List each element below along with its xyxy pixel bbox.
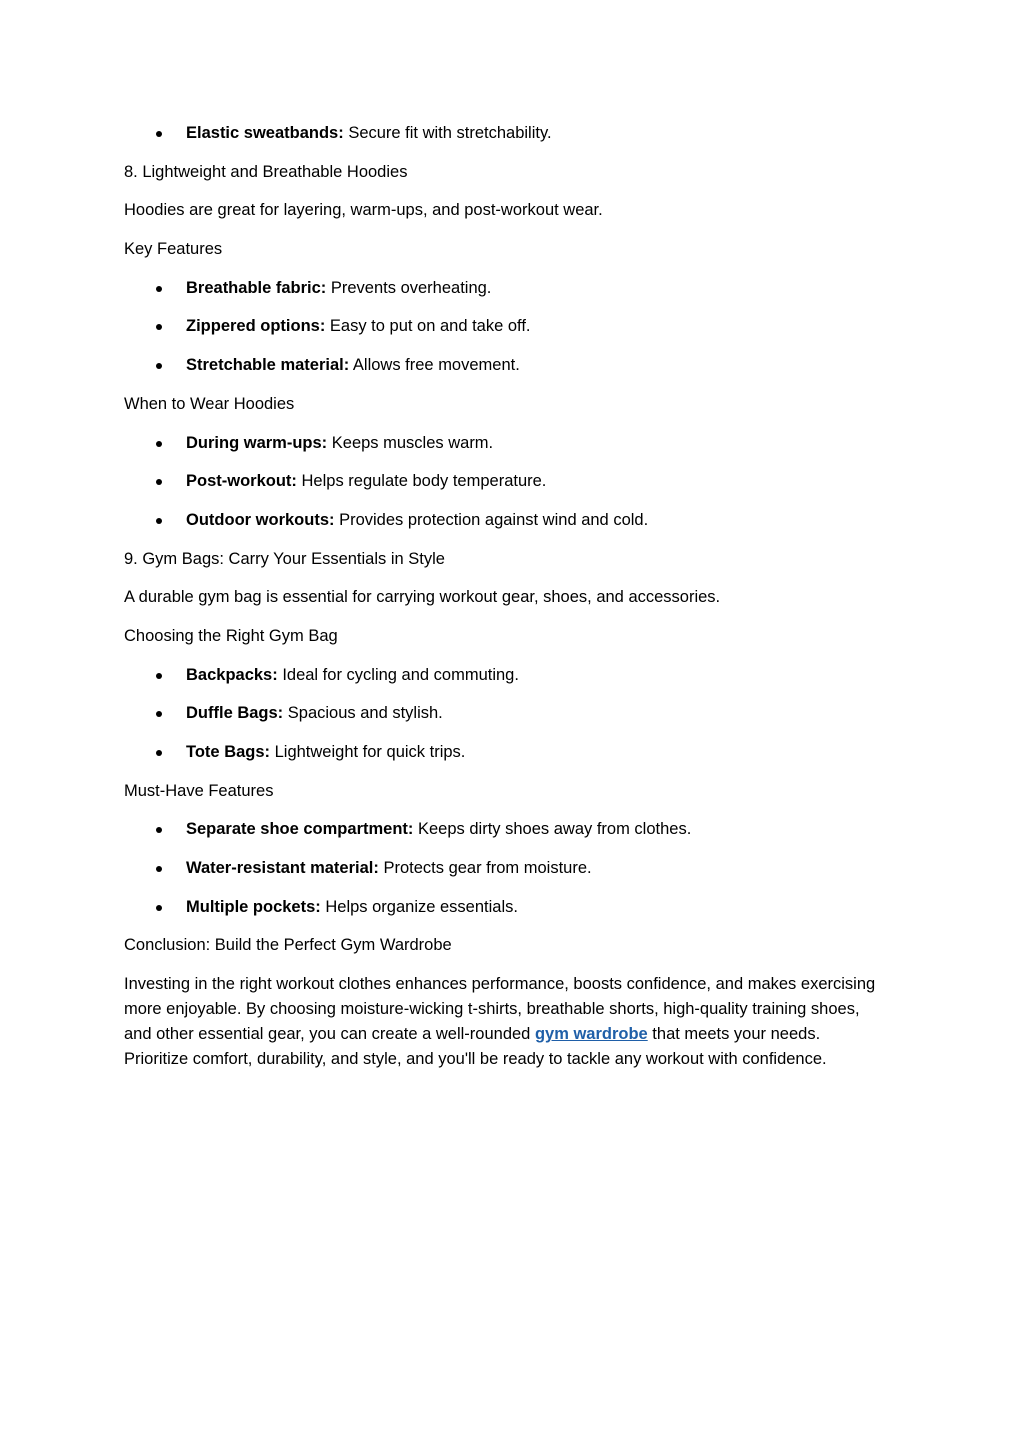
list-item-term: Zippered options: <box>186 317 326 336</box>
bullet-icon <box>156 286 162 292</box>
document-body <box>124 121 884 958</box>
list-item-description: Lightweight for quick trips. <box>270 743 466 761</box>
list-item-description: Keeps muscles warm. <box>327 433 494 452</box>
paragraph: When to Wear Hoodies <box>124 394 295 413</box>
list-item-description: Protects gear from moisture. <box>378 859 592 878</box>
bullet-icon <box>156 324 162 330</box>
list-item <box>124 895 884 920</box>
list-item-term: Water-resistant material: <box>186 859 379 878</box>
paragraph: 8. Lightweight and Breathable Hoodies <box>124 162 408 181</box>
bullet-icon <box>156 673 162 679</box>
list-item-term: Breathable fabric: <box>186 278 327 297</box>
list-item-description: Allows free movement. <box>349 356 520 375</box>
paragraph: Choosing the Right Gym Bag <box>124 626 338 645</box>
list-item-description: Prevents overheating. <box>326 278 492 297</box>
list-item <box>124 663 884 688</box>
list-item <box>124 469 884 494</box>
list-item-term: Stretchable material: <box>186 356 350 375</box>
gym-wardrobe-link[interactable]: gym wardrobe <box>534 1025 648 1044</box>
paragraph: Must-Have Features <box>124 781 274 800</box>
paragraph: Key Features <box>124 240 223 259</box>
bullet-icon <box>156 479 162 485</box>
conclusion-paragraph <box>124 972 884 1072</box>
bullet-icon <box>156 363 162 369</box>
list-item <box>124 817 884 842</box>
list-item <box>124 856 884 881</box>
list-item-term: Multiple pockets: <box>186 897 321 916</box>
list-item-term: Separate shoe compartment: <box>186 820 414 839</box>
conclusion-text-before-link: Investing in the right workout clothes enhances performance, boosts confidence, and makes exercising more enjoyable. By choosing moisture-wicking t-shirts, breathable shorts, high-quality training shoes, and other essential gear, you can create a well-rounded <box>124 975 876 1044</box>
list-item-description: Secure fit with stretchability. <box>343 124 552 142</box>
list-item-term: Backpacks: <box>186 665 278 684</box>
list-item-description: Easy to put on and take off. <box>325 317 531 336</box>
paragraph: 9. Gym Bags: Carry Your Essentials in Style <box>124 549 445 568</box>
list-item-description: Provides protection against wind and cold. <box>334 510 649 529</box>
list-item-term: Elastic sweatbands: <box>186 124 344 142</box>
bullet-icon <box>156 866 162 872</box>
list-item-description: Keeps dirty shoes away from clothes. <box>413 820 692 839</box>
list-item-term: Post-workout: <box>186 472 297 491</box>
list-item-description: Helps organize essentials. <box>320 897 518 916</box>
bullet-icon <box>156 131 162 137</box>
bullet-icon <box>156 750 162 756</box>
list-item-description: Ideal for cycling and commuting. <box>277 665 519 684</box>
list-item <box>124 508 884 533</box>
list-item <box>124 740 884 765</box>
list-item <box>124 431 884 456</box>
list-item-description: Helps regulate body temperature. <box>296 472 547 491</box>
paragraph: A durable gym bag is essential for carrying workout gear, shoes, and accessories. <box>124 588 721 607</box>
document-page <box>124 121 884 1072</box>
bullet-icon <box>156 518 162 524</box>
list-item-term: During warm-ups: <box>186 433 328 452</box>
bullet-icon <box>156 905 162 911</box>
bullet-icon <box>156 441 162 447</box>
list-item <box>124 276 884 301</box>
list-item <box>124 701 884 726</box>
list-item <box>124 121 884 146</box>
bullet-icon <box>156 827 162 833</box>
list-item <box>124 353 884 378</box>
list-item-description: Spacious and stylish. <box>283 704 443 723</box>
conclusion-text-after-link: that meets your needs. Prioritize comfort, durability, and style, and you'll be ready to tackle any workout with confidence. <box>124 1025 827 1069</box>
bullet-icon <box>156 711 162 717</box>
list-item-term: Outdoor workouts: <box>186 510 335 529</box>
paragraph: Conclusion: Build the Perfect Gym Wardrobe <box>124 936 452 955</box>
list-item-term: Duffle Bags: <box>186 704 284 723</box>
list-item-term: Tote Bags: <box>186 743 271 761</box>
list-item <box>124 314 884 339</box>
paragraph: Hoodies are great for layering, warm-ups, and post-workout wear. <box>124 201 603 220</box>
